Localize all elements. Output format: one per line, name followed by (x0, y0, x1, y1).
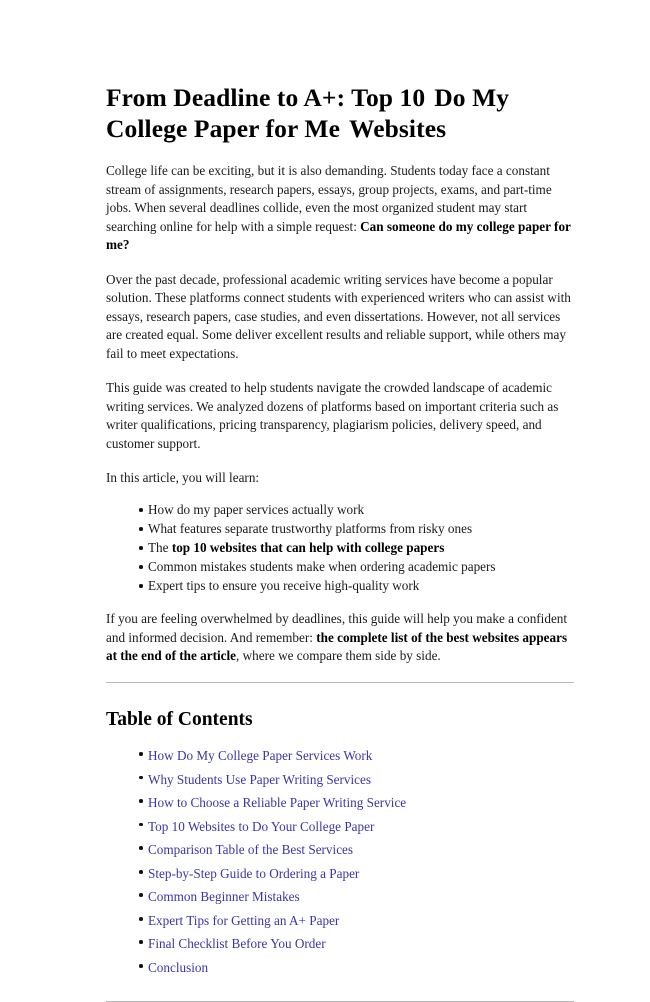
intro-paragraph-1-emphasis: Can someone do my college paper for me? (106, 218, 571, 253)
intro-paragraph-3: This guide was created to help students navigate the crowded landscape of academic writing services. We analyzed dozens of platforms based on important criteria such as writer qualifications, pricing transparency, plagiarism policies, delivery speed, and customer support. (106, 380, 559, 451)
intro-closing-paragraph (106, 610, 572, 665)
page-title-part-3: College Paper for Me (106, 114, 341, 144)
toc-link[interactable]: Top 10 Websites to Do Your College Paper (148, 818, 375, 834)
list-item-emphasis: top 10 websites that can help with college papers (171, 540, 445, 556)
toc-link[interactable]: Common Beginner Mistakes (148, 889, 300, 905)
toc-link[interactable]: Why Students Use Paper Writing Services (148, 771, 372, 787)
list-item-text: Expert tips to ensure you receive high-quality work (148, 578, 420, 594)
page-title-part-4: Websites (349, 114, 447, 144)
list-item-text: The (148, 540, 172, 556)
list-item (139, 500, 572, 519)
list-item (139, 862, 572, 886)
list-item (139, 909, 572, 933)
closing-text-emphasis: the complete list of the best websites appears at the end of the article (106, 629, 568, 664)
toc-link[interactable]: Expert Tips for Getting an A+ Paper (148, 912, 340, 928)
toc-link[interactable]: How Do My College Paper Services Work (148, 748, 373, 764)
list-item (139, 744, 572, 768)
table-of-contents-heading: Table of Contents (106, 708, 253, 730)
intro-paragraph-2: Over the past decade, professional academic writing services have become a popular solution. These platforms connect students with experienced writers who can assist with essays, research papers, case studies, and even dissertations. However, not all services are created equal. Some deliver excellent results and reliable support, while others may fail to meet expectations. (106, 271, 571, 361)
toc-link[interactable]: Final Checklist Before You Order (148, 936, 326, 952)
toc-link[interactable]: Step-by-Step Guide to Ordering a Paper (148, 865, 360, 881)
list-item (139, 815, 572, 839)
learn-lead-in: In this article, you will learn: (106, 470, 260, 485)
toc-link[interactable]: How to Choose a Reliable Paper Writing Service (148, 795, 407, 811)
section-divider-top (106, 682, 574, 683)
list-item (139, 768, 572, 792)
list-item-text: What features separate trustworthy platforms from risky ones (148, 521, 473, 537)
list-item (139, 519, 572, 538)
list-item-text: How do my paper services actually work (148, 502, 365, 518)
list-item (139, 932, 572, 956)
list-item (139, 885, 572, 909)
list-item (139, 956, 572, 980)
list-item (139, 557, 572, 576)
table-of-contents-list (106, 744, 572, 979)
page-title-part-2: Do My (434, 83, 510, 112)
intro-paragraph-1-text: College life can be exciting, but it is also demanding. Students today face a constant stream of assignments, research papers, essays, group projects, exams, and part-time jobs. When several deadlines collide, even the most organized student may start searching online for help with a simple request: (106, 163, 552, 234)
closing-text-prefix: If you are feeling overwhelmed by deadlines, this guide will help you make a confident and informed decision. And remember: (106, 611, 568, 645)
page-title-part-1: From Deadline to A+: Top 10 (106, 83, 426, 112)
list-item (139, 791, 572, 815)
list-item (139, 838, 572, 862)
page-title (106, 82, 572, 144)
list-item (139, 538, 572, 557)
list-item-text: Common mistakes students make when ordering academic papers (148, 559, 496, 575)
toc-link[interactable]: Conclusion (148, 959, 209, 975)
intro-paragraph-1 (106, 162, 572, 254)
list-item (139, 576, 572, 595)
closing-text-suffix: , where we compare them side by side. (236, 648, 441, 664)
section-divider-top-wrap (106, 682, 572, 683)
toc-link[interactable]: Comparison Table of the Best Services (148, 842, 354, 858)
learn-list (106, 500, 572, 595)
document-content (106, 82, 572, 1002)
